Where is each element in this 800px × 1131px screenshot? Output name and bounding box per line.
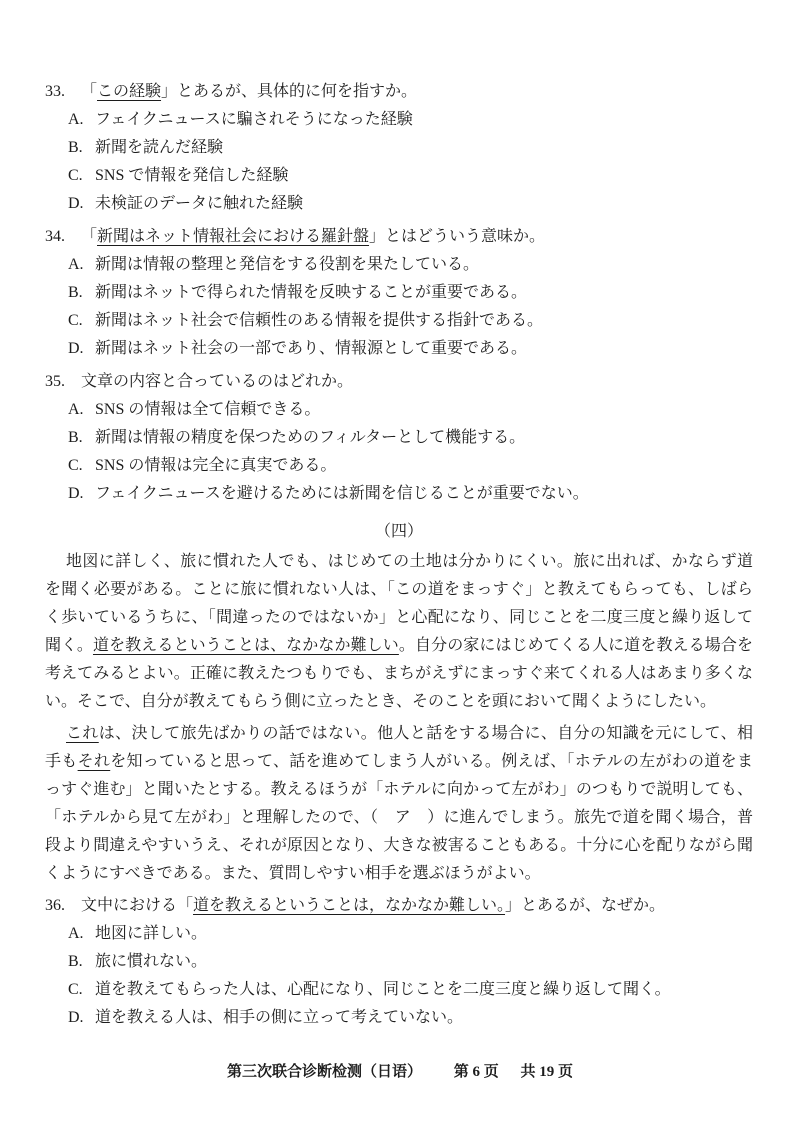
- option-A: [45, 396, 753, 424]
- option-text: 道を教えてもらった人は、心配になり、同じことを二度三度と繰り返して聞く。: [95, 981, 671, 998]
- option-label: B.: [68, 953, 83, 970]
- question-stem: [81, 223, 753, 251]
- page-number: 第 6 页: [453, 1064, 499, 1080]
- reading-passage: [45, 548, 753, 888]
- option-text: 新聞はネットで得られた情報を反映することが重要である。: [95, 284, 528, 301]
- text-segment: 」とはどういう意味か。: [369, 228, 546, 245]
- option-A: [45, 920, 753, 948]
- option-text: 新聞は情報の精度を保つためのフィルターとして機能する。: [95, 429, 526, 446]
- option-label: C.: [68, 457, 83, 474]
- option-label: D.: [68, 485, 84, 502]
- option-label: C.: [68, 312, 83, 329]
- option-text: 道を教える人は、相手の側に立って考えていない。: [95, 1009, 464, 1026]
- option-label: D.: [68, 195, 84, 212]
- option-D: [45, 1004, 753, 1032]
- underlined-phrase: 道を教えるということは、なかなか難しい: [92, 637, 399, 654]
- question-number: 36.: [45, 897, 65, 914]
- option-label: A.: [68, 925, 84, 942]
- question-number: 34.: [45, 228, 65, 245]
- question-stem-row: [45, 368, 753, 396]
- option-text: SNS の情報は全て信頼できる。: [95, 401, 321, 418]
- question-stem-row: [45, 223, 753, 251]
- question-stem: [81, 78, 753, 106]
- question-34: [45, 223, 753, 363]
- option-D: [45, 335, 753, 363]
- option-C: [45, 162, 753, 190]
- passage-paragraph: [45, 548, 753, 716]
- option-C: [45, 976, 753, 1004]
- option-label: D.: [68, 1009, 84, 1026]
- option-B: [45, 948, 753, 976]
- option-B: [45, 279, 753, 307]
- option-text: 未検証のデータに触れた経験: [95, 195, 304, 212]
- option-D: [45, 480, 753, 508]
- option-D: [45, 190, 753, 218]
- option-text: 新聞はネット社会で信頼性のある情報を提供する指針である。: [95, 312, 544, 329]
- question-number: 35.: [45, 373, 65, 390]
- question-number: 33.: [45, 83, 65, 100]
- text-segment: 。自分の家にはじめてくる人に道を教える場合を考えてみるとよい。正確に教えたつもりでも、まちがえずにまっすぐ来てくれる人はあまり多くない。そこで、自分が教えてもらう側に立ったとき、そのことを頭において聞くようにしたい。: [45, 637, 753, 710]
- option-label: B.: [68, 284, 83, 301]
- option-label: B.: [68, 429, 83, 446]
- option-label: A.: [68, 111, 84, 128]
- option-label: C.: [68, 981, 83, 998]
- text-segment: 文中における「: [81, 897, 194, 914]
- question-stem: [81, 368, 753, 396]
- option-label: C.: [68, 167, 83, 184]
- questions-33-35: [45, 78, 753, 508]
- option-text: 新聞を読んだ経験: [95, 139, 224, 156]
- page-footer: [0, 1062, 800, 1082]
- text-segment: 」とあるが、なぜか。: [505, 897, 666, 914]
- question-stem-row: [45, 78, 753, 106]
- question-33: [45, 78, 753, 218]
- option-label: B.: [68, 139, 83, 156]
- question-stem-row: [45, 892, 753, 920]
- question-36: [45, 892, 753, 1032]
- option-A: [45, 106, 753, 134]
- text-segment: 」とあるが、具体的に何を指すか。: [161, 83, 418, 100]
- question-stem: [81, 892, 753, 920]
- underlined-phrase: 新聞はネット情報社会における羅針盤: [97, 228, 370, 245]
- option-text: 新聞はネット社会の一部であり、情報源として重要である。: [95, 340, 528, 357]
- underlined-phrase: 道を教えるということは，なかなか難しい。: [193, 897, 506, 914]
- text-segment: 地図に詳しく、旅に慣れた人でも、はじめての土地は分かりにくい。旅に出れば、かならず道を聞く必要がある。ことに旅に慣れない人は、「この道をまっすぐ」と教えてもらっても、しばらく歩いているうちに、「間違ったのではないか」と心配になり、同じことを二度三度と繰り返して聞く。: [45, 553, 753, 654]
- question-36: [45, 892, 753, 1032]
- option-label: D.: [68, 340, 84, 357]
- option-text: 地図に詳しい。: [95, 925, 208, 942]
- text-segment: 文章の内容と合っているのはどれか。: [81, 373, 354, 390]
- option-B: [45, 134, 753, 162]
- option-label: A.: [68, 256, 84, 273]
- text-segment: 「: [81, 228, 98, 245]
- underlined-phrase: これ: [66, 725, 99, 742]
- section-heading: （四）: [374, 523, 423, 540]
- option-text: 旅に慣れない。: [95, 953, 208, 970]
- option-text: SNS の情報は完全に真実である。: [95, 457, 337, 474]
- option-text: SNS で情報を発信した経験: [95, 167, 289, 184]
- option-text: フェイクニュースに騙されそうになった経験: [95, 111, 413, 128]
- option-text: 新聞は情報の整理と発信をする役割を果たしている。: [95, 256, 480, 273]
- text-segment: を知っていると思って、話を進めてしまう人がいる。例えば、「ホテルの左がわの道をまっすぐ進む」と聞いたとする。教えるほうが「ホテルに向かって左がわ」のつもりで説明しても、「ホテルから見て左がわ」と理解したので、（ ア ）に進んでしまう。旅先で道を聞く場合，普段より間違えやすいうえ、それが原因となり、大きな被害ることもある。十分に心を配りながら聞くようにすべきである。また、質問しやすい相手を選ぶほうがよい。: [45, 753, 753, 882]
- option-text: フェイクニュースを避けるためには新聞を信じることが重要でない。: [95, 485, 589, 502]
- option-C: [45, 307, 753, 335]
- text-segment: は、決して旅先ばかりの話ではない。他人と話をする場合に、自分の知識を元にして、相手も: [45, 725, 753, 770]
- question-35: [45, 368, 753, 508]
- passage-paragraph: [45, 720, 753, 888]
- total-pages: 共 19 页: [520, 1064, 574, 1080]
- option-B: [45, 424, 753, 452]
- option-C: [45, 452, 753, 480]
- underlined-phrase: それ: [77, 753, 111, 770]
- option-label: A.: [68, 401, 84, 418]
- text-segment: 「: [81, 83, 98, 100]
- underlined-phrase: この経験: [97, 83, 162, 100]
- option-A: [45, 251, 753, 279]
- exam-title: 第三次联合诊断检测（日语）: [226, 1064, 422, 1080]
